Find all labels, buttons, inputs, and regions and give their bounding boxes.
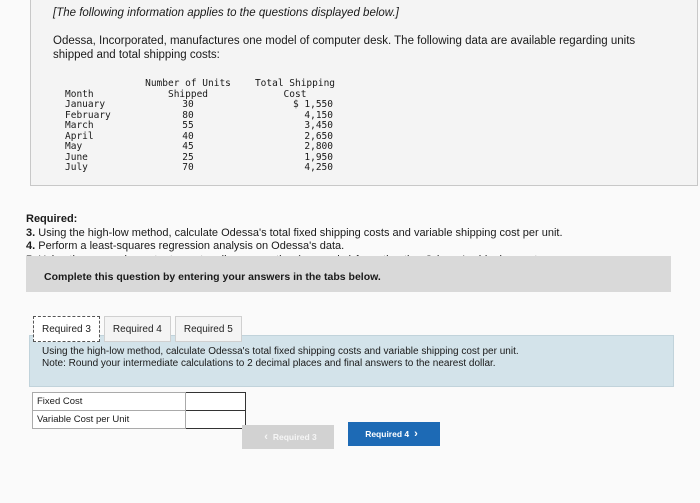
problem-description: Odessa, Incorporated, manufactures one model of computer desk. The following data are available regarding units shipped and total shipping costs: (53, 35, 636, 61)
tab-required-4[interactable]: Required 4 (104, 316, 171, 342)
fixed-cost-label: Fixed Cost (33, 393, 186, 411)
fixed-cost-input[interactable] (186, 393, 245, 410)
variable-cost-label: Variable Cost per Unit (33, 411, 186, 429)
complete-banner-text: Complete this question by entering your answers in the tabs below. (44, 271, 381, 283)
next-button[interactable] (348, 422, 440, 446)
table-row (33, 411, 246, 429)
table-row: April 40 2,650 (65, 130, 333, 142)
tab-required-5[interactable]: Required 5 (175, 316, 242, 342)
prev-button-label: Required 3 (272, 432, 317, 442)
info-panel (30, 0, 698, 186)
required-title: Required: (26, 213, 78, 225)
required-tabs (33, 316, 246, 342)
tab-required-3[interactable]: Required 3 (33, 316, 100, 342)
table-row: January 30 $ 1,550 (65, 99, 333, 110)
table-row: March 55 3,450 (65, 120, 333, 131)
table-header-row: Month Shipped Cost (65, 88, 307, 100)
cost-header: Total Shipping (254, 78, 336, 89)
instructions-text: Using the high-low method, calculate Odessa's total fixed shipping costs and variable shipping cost per unit. (42, 346, 519, 357)
table-header-row (65, 79, 347, 90)
shipping-data-table (65, 79, 347, 174)
instructions-note: Note: Round your intermediate calculations to 2 decimal places and final answers to the nearest dollar. (42, 358, 496, 369)
units-header: Number of Units (145, 78, 231, 89)
prev-button[interactable] (242, 425, 334, 449)
table-row (33, 393, 246, 411)
required-item-4: 4. Perform a least-squares regression analysis on Odessa's data. (26, 240, 345, 252)
table-row: February 80 4,150 (65, 109, 333, 121)
answer-table (32, 392, 246, 429)
table-row: July 70 4,250 (65, 162, 333, 173)
table-row: May 45 2,800 (65, 141, 333, 152)
complete-banner (26, 256, 671, 292)
chevron-left-icon: ‹ (264, 431, 268, 443)
chevron-right-icon: › (414, 428, 418, 440)
variable-cost-input[interactable] (186, 411, 245, 428)
required-item-3: 3. Using the high-low method, calculate Odessa's total fixed shipping costs and variable shipping cost per unit. (26, 226, 563, 239)
table-row: June 25 1,950 (65, 151, 333, 163)
month-header: Month (65, 88, 94, 100)
next-button-label: Required 4 (365, 429, 410, 439)
intro-note: [The following information applies to the questions displayed below.] (53, 7, 399, 19)
